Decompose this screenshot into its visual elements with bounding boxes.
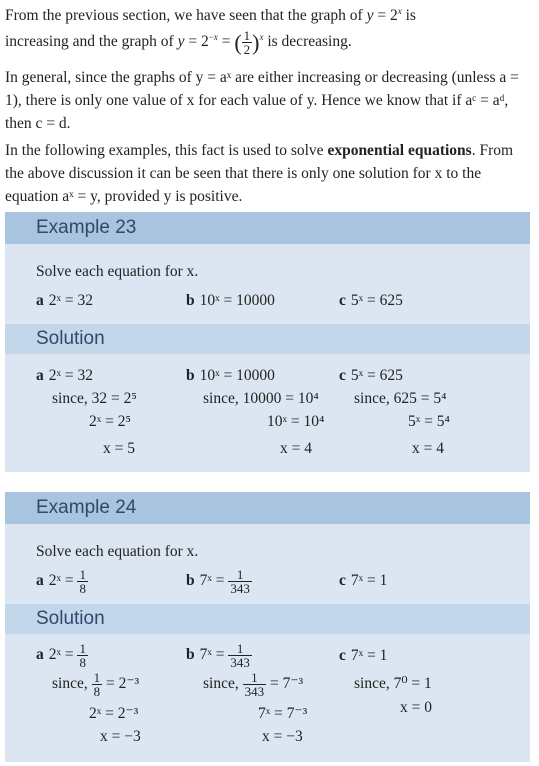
example-24-header	[5, 492, 530, 524]
intro-paragraph-2: In general, since the graphs of y = aˣ are either increasing or decreasing (unless a = 1), there is only one value of x for each value of y. Hence we know that if aᶜ = aᵈ, then c = d.	[5, 69, 519, 132]
ex23-sol-c-line1: c 5ˣ = 625	[339, 367, 403, 384]
example-24-box	[5, 492, 530, 762]
ex23-sol-c-line3: 5ˣ = 5⁴	[408, 413, 450, 430]
intro-paragraph-3: In the following examples, this fact is used to solve exponential equations. From the above discussion it can be seen that there is only one solution for x to the equation aˣ = y, provided y is positive.	[5, 142, 514, 205]
ex24-sol-a-line1: a 2ˣ = $\frac{1}{8}$	[36, 641, 86, 670]
ex24-sol-b-line1: b 7ˣ = $\frac{1}{343}$	[186, 641, 250, 670]
example-23-prompt: Solve each equation for x.	[36, 263, 199, 280]
example-24-solution-title: Solution	[36, 608, 105, 629]
ex24-sol-c-line2: since, 7⁰ = 1	[354, 675, 432, 692]
example-23-box	[5, 212, 530, 472]
ex23-sol-a-line2: since, 32 = 2⁵	[52, 390, 137, 407]
ex23-sol-c-line4: x = 4	[412, 440, 444, 457]
example-24-part-c: c 7ˣ = 1	[339, 572, 388, 589]
example-24-solution-header	[5, 604, 530, 634]
example-24-prompt: Solve each equation for x.	[36, 543, 199, 560]
example-24-title: Example 24	[36, 497, 137, 518]
example-23-title: Example 23	[36, 217, 137, 238]
ex23-sol-a-line1: a 2ˣ = 32	[36, 367, 93, 384]
ex23-sol-a-line4: x = 5	[103, 440, 135, 457]
example-23-part-a: a 2ˣ = 32	[36, 292, 93, 309]
intro-paragraph-1	[5, 4, 531, 56]
example-24-part-b: b 7ˣ = $\frac{1}{343}$	[186, 567, 250, 596]
ex23-sol-c-line2: since, 625 = 5⁴	[354, 390, 447, 407]
ex24-sol-c-line3: x = 0	[400, 699, 432, 716]
intro-line-2: increasing and the graph of $y = 2^{-x}$ = ( $\frac{1}{2}$ )$^x$ is decreasing.	[5, 28, 352, 57]
ex23-sol-b-line4: x = 4	[280, 440, 312, 457]
ex23-sol-b-line2: since, 10000 = 10⁴	[203, 390, 319, 407]
example-23-solution-header	[5, 324, 530, 354]
ex23-sol-b-line1: b 10ˣ = 10000	[186, 367, 275, 384]
example-23-part-c: c 5ˣ = 625	[339, 292, 403, 309]
ex24-sol-b-line4: x = −3	[262, 728, 303, 745]
ex23-sol-a-line3: 2ˣ = 2⁵	[89, 413, 131, 430]
ex24-sol-c-line1: c 7ˣ = 1	[339, 647, 388, 664]
example-23-part-b: b 10ˣ = 10000	[186, 292, 275, 309]
ex24-sol-b-line3: 7ˣ = 7⁻³	[258, 705, 308, 722]
ex24-sol-a-line2: since, $\frac{1}{8}$ = 2⁻³	[52, 670, 140, 699]
example-23-header	[5, 212, 530, 244]
ex24-sol-b-line2: since, $\frac{1}{343}$ = 7⁻³	[203, 670, 304, 699]
ex23-sol-b-line3: 10ˣ = 10⁴	[267, 413, 325, 430]
ex24-sol-a-line3: 2ˣ = 2⁻³	[89, 705, 139, 722]
example-24-part-a: a 2ˣ = $\frac{1}{8}$	[36, 567, 86, 596]
intro-line-1: From the previous section, we have seen that the graph of $y = 2^x$ is	[5, 6, 416, 24]
ex24-sol-a-line4: x = −3	[100, 728, 141, 745]
example-23-solution-title: Solution	[36, 328, 105, 349]
